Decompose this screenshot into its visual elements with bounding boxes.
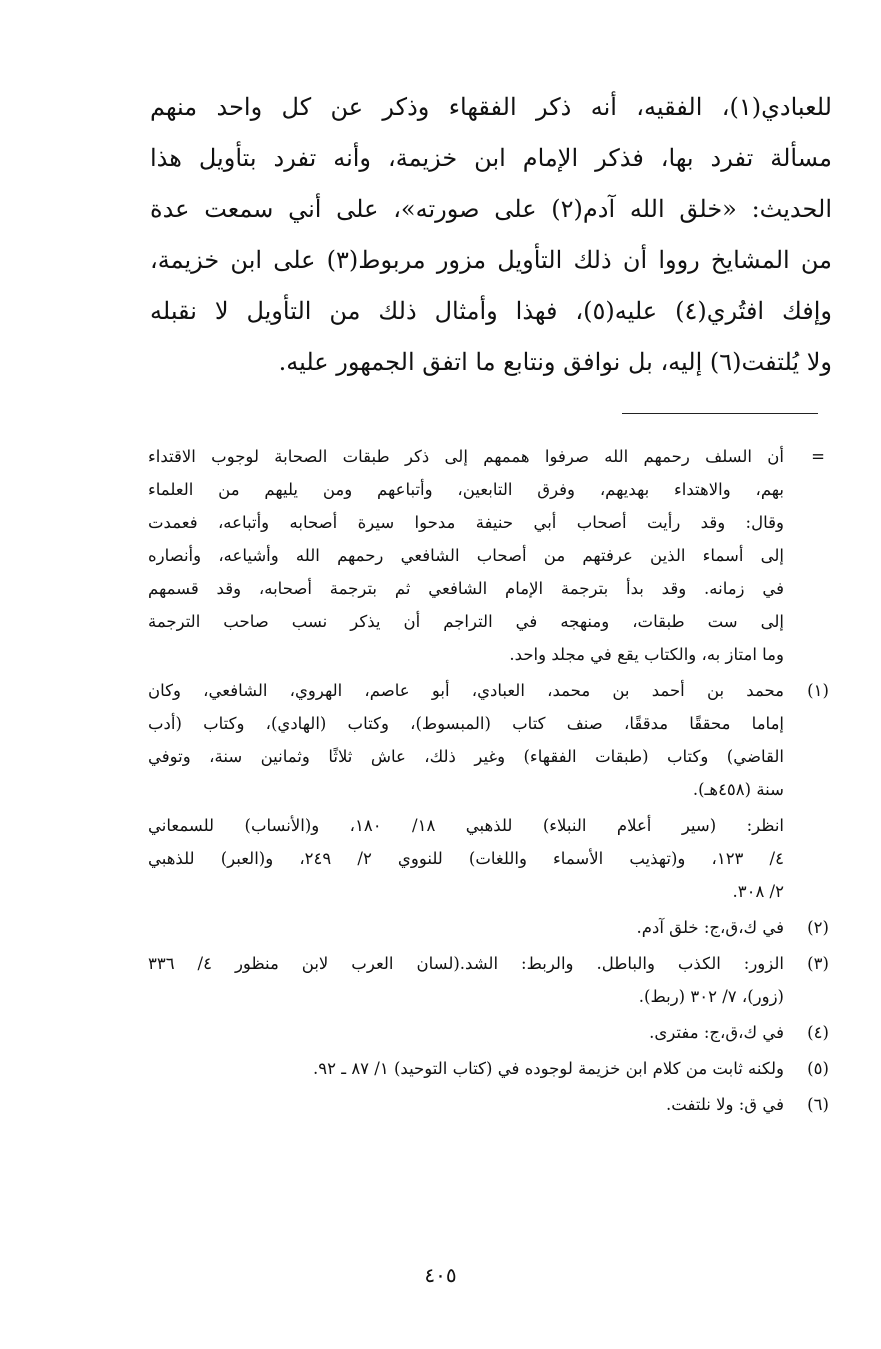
footnote-3 <box>148 947 838 1013</box>
main-text-line: للعبادي(١)، الفقيه، أنه ذكر الفقهاء وذكر عن كل واحد منهم <box>150 93 832 121</box>
footnote-number: (٥) <box>807 1059 829 1078</box>
footnote-divider <box>622 413 818 414</box>
footnote-1 <box>148 674 838 806</box>
footnote-continuation <box>148 440 838 671</box>
footnote-line: في ك،ق،ج: خلق آدم. <box>636 918 784 937</box>
footnote-line: سنة (٤٥٨هـ). <box>692 780 784 799</box>
footnote-2 <box>148 911 838 944</box>
footnote-line: إلى ست طبقات، ومنهجه في التراجم أن يذكر نسب صاحب الترجمة <box>148 612 784 631</box>
footnote-line: (زور)، ٧/ ٣٠٢ (ربط). <box>638 987 784 1006</box>
footnote-line: الزور: الكذب والباطل. والربط: الشد.(لسان العرب لابن منظور ٤/ ٣٣٦ <box>148 954 784 973</box>
footnote-line: ٤/ ١٢٣، و(تهذيب الأسماء واللغات) للنووي ٢/ ٢٤٩، و(العبر) للذهبي <box>148 849 784 868</box>
footnote-number: (٤) <box>807 1023 829 1042</box>
main-text-line: وإفك افتُري(٤) عليه(٥)، فهذا وأمثال ذلك من التأويل لا نقبله <box>150 297 832 325</box>
footnote-line: في زمانه. وقد بدأ بترجمة الإمام الشافعي ثم بترجمة أصحابه، وقد قسمهم <box>148 579 784 598</box>
footnote-line: في ق: ولا نلتفت. <box>666 1095 784 1114</box>
footnote-line: ٢/ ٣٠٨. <box>732 882 784 901</box>
footnote-line: ولكنه ثابت من كلام ابن خزيمة لوجوده في (كتاب التوحيد) ١/ ٨٧ ـ ٩٢. <box>313 1059 784 1078</box>
footnote-line: انظر: (سير أعلام النبلاء) للذهبي ١٨/ ١٨٠، و(الأنساب) للسمعاني <box>148 816 784 835</box>
footnote-5 <box>148 1052 838 1085</box>
footnote-6 <box>148 1088 838 1121</box>
footnote-line: في ك،ق،ج: مفترى. <box>649 1023 784 1042</box>
main-text-line: الحديث: «خلق الله آدم(٢) على صورته»، على أني سمعت عدة <box>150 195 832 223</box>
footnote-line: وما امتاز به، والكتاب يقع في مجلد واحد. <box>509 645 784 664</box>
footnote-line: وقال: وقد رأيت أصحاب أبي حنيفة مدحوا سيرة أصحابه وأتباعه، فعمدت <box>148 513 784 532</box>
footnote-number: (٦) <box>807 1095 829 1114</box>
continuation-marker: = <box>811 447 825 466</box>
footnote-number: (٢) <box>807 918 829 937</box>
footnote-4 <box>148 1016 838 1049</box>
footnotes <box>148 440 838 1124</box>
footnote-line: القاضي) وكتاب (طبقات الفقهاء) وغير ذلك، عاش ثلاثًا وثمانين سنة، وتوفي <box>148 747 784 766</box>
footnote-line: بهم، والاهتداء بهديهم، وفرق التابعين، وأتباعهم ومن يليهم من العلماء <box>148 480 784 499</box>
main-text <box>150 82 832 388</box>
footnote-number: (٣) <box>807 954 829 973</box>
footnote-line: محمد بن أحمد بن محمد، العبادي، أبو عاصم، الهروي، الشافعي، وكان <box>148 681 784 700</box>
page-number: ٤٠٥ <box>424 1263 457 1287</box>
main-text-line: من المشايخ رووا أن ذلك التأويل مزور مربوط(٣) على ابن خزيمة، <box>150 246 832 274</box>
footnote-1-sources <box>148 809 838 908</box>
footnote-number: (١) <box>807 681 829 700</box>
main-text-line: ولا يُلتفت(٦) إليه، بل نوافق ونتابع ما اتفق الجمهور عليه. <box>278 348 832 376</box>
footnote-line: إلى أسماء الذين عرفتهم من أصحاب الشافعي رحمهم الله وأشياعه، وأنصاره <box>148 546 784 565</box>
footnote-line: أن السلف رحمهم الله صرفوا هممهم إلى ذكر طبقات الصحابة لوجوب الاقتداء <box>148 447 784 466</box>
footnote-line: إماما محققًا مدققًا، صنف كتاب (المبسوط)، وكتاب (الهادي)، وكتاب (أدب <box>148 714 784 733</box>
main-text-line: مسألة تفرد بها، فذكر الإمام ابن خزيمة، وأنه تفرد بتأويل هذا <box>150 144 832 172</box>
